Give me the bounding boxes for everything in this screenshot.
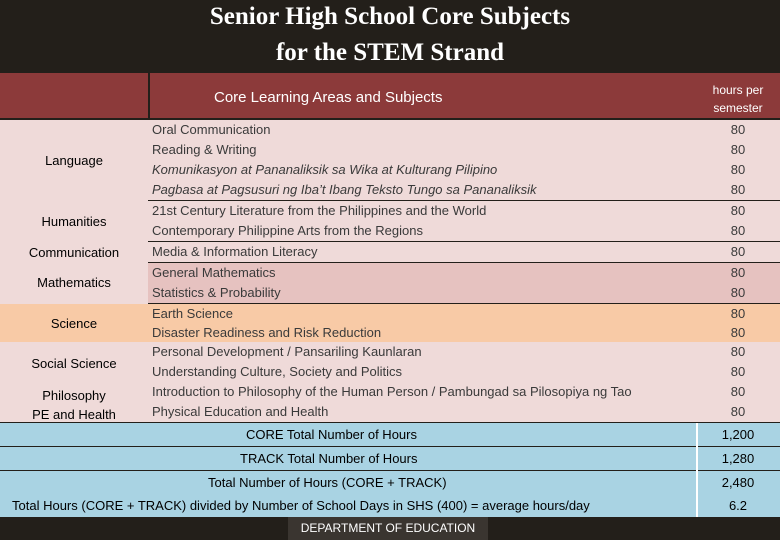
- area-humanities: Humanities: [0, 201, 148, 242]
- subject-hours: 80: [730, 344, 746, 359]
- subject-hours: 80: [730, 162, 746, 177]
- total-row-combined: [0, 471, 780, 494]
- footer-label: DEPARTMENT OF EDUCATION: [288, 517, 488, 540]
- subject-row: [148, 323, 780, 343]
- subject-hours: 80: [730, 122, 746, 137]
- subject-hours: 80: [730, 142, 746, 157]
- subject-hours: 80: [730, 244, 746, 259]
- subject-name: 21st Century Literature from the Philippines and the World: [152, 203, 487, 218]
- subject-name: Media & Information Literacy: [152, 244, 318, 259]
- total-label: CORE Total Number of Hours: [246, 427, 417, 442]
- subject-row: [148, 140, 780, 160]
- subject-row: [148, 221, 780, 241]
- subject-name: Komunikasyon at Pananaliksik sa Wika at Kulturang Pilipino: [152, 162, 498, 177]
- subject-hours: 80: [730, 203, 746, 218]
- subject-row: [148, 342, 780, 362]
- header-separator: [148, 73, 150, 118]
- subject-name: Earth Science: [152, 306, 233, 321]
- subject-hours: 80: [730, 265, 746, 280]
- subject-row: [148, 402, 780, 422]
- value-column-divider: [696, 423, 698, 517]
- total-label: TRACK Total Number of Hours: [240, 451, 418, 466]
- header-area-cell: [0, 73, 148, 118]
- area-language: Language: [0, 120, 148, 201]
- subject-row: [148, 160, 780, 180]
- subject-row: [148, 382, 780, 402]
- subject-name: Contemporary Philippine Arts from the Regions: [152, 223, 423, 238]
- area-philosophy-pe: [0, 382, 148, 422]
- subject-name: Personal Development / Pansariling Kaunlaran: [152, 344, 422, 359]
- subject-hours: 80: [730, 182, 746, 197]
- subject-row: [148, 201, 780, 221]
- subject-row: [148, 120, 780, 140]
- title-line-1: Senior High School Core Subjects: [209, 3, 571, 30]
- subject-row: [148, 283, 780, 303]
- area-philosophy: Philosophy: [42, 388, 106, 403]
- slide-title: [0, 0, 780, 72]
- subject-hours: 80: [730, 223, 746, 238]
- subject-hours: 80: [730, 306, 746, 321]
- subject-name: Disaster Readiness and Risk Reduction: [152, 325, 382, 340]
- subject-name: Statistics & Probability: [152, 285, 281, 300]
- total-row-average: [0, 494, 780, 517]
- subject-name: Understanding Culture, Society and Politics: [152, 364, 403, 379]
- area-social-science: Social Science: [0, 342, 148, 382]
- subject-name: Reading & Writing: [152, 142, 257, 157]
- footer: [0, 517, 780, 540]
- total-label: Total Number of Hours (CORE + TRACK): [208, 475, 447, 490]
- area-pe-health: PE and Health: [32, 407, 116, 422]
- subject-hours: 80: [730, 285, 746, 300]
- subject-hours: 80: [730, 325, 746, 340]
- subject-row: [148, 263, 780, 283]
- total-label: Total Hours (CORE + TRACK) divided by Number of School Days in SHS (400) = average hours/day: [12, 498, 590, 513]
- header-hours: hours per semester: [696, 73, 780, 118]
- subject-name: Oral Communication: [152, 122, 271, 137]
- total-value: 6.2: [728, 498, 748, 513]
- header-subjects: Core Learning Areas and Subjects: [148, 73, 696, 118]
- subject-name: Physical Education and Health: [152, 404, 329, 419]
- area-mathematics: Mathematics: [0, 263, 148, 304]
- subject-row: [148, 242, 780, 262]
- subject-hours: 80: [730, 404, 746, 419]
- subject-name: General Mathematics: [152, 265, 276, 280]
- area-communication: Communication: [0, 242, 148, 263]
- subject-row: [148, 362, 780, 382]
- subject-name: Pagbasa at Pagsusuri ng Iba’t Ibang Teksto Tungo sa Pananaliksik: [152, 182, 537, 197]
- subject-hours: 80: [730, 384, 746, 399]
- total-value: 1,200: [721, 427, 755, 442]
- area-science: Science: [0, 304, 148, 342]
- subject-row: [148, 180, 780, 200]
- total-row-track: [0, 447, 780, 470]
- subject-hours: 80: [730, 364, 746, 379]
- subject-row: [148, 304, 780, 324]
- subject-name: Introduction to Philosophy of the Human Person / Pambungad sa Pilosopiya ng Tao: [152, 384, 632, 399]
- total-value: 1,280: [721, 451, 755, 466]
- total-row-core: [0, 423, 780, 446]
- title-line-2: for the STEM Strand: [275, 39, 505, 66]
- total-value: 2,480: [721, 475, 755, 490]
